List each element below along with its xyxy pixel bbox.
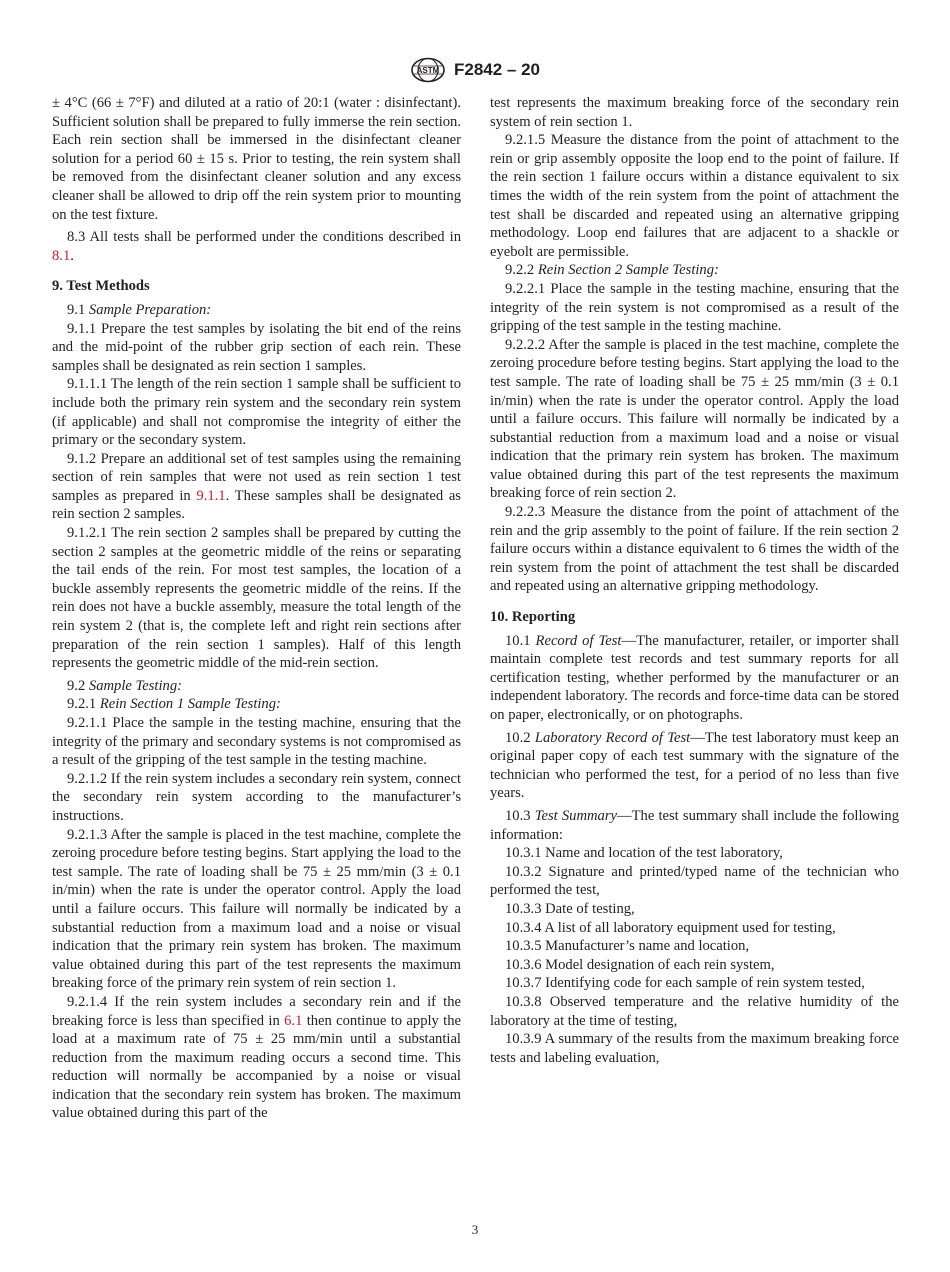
paragraph-8-3: 8.3 All tests shall be performed under the conditions described in 8.1. (52, 229, 461, 264)
list-item-10-3-9: 10.3.9 A summary of the results from the maximum breaking force tests and labeling evaluation, (490, 1031, 899, 1066)
paragraph-10-1: 10.1 Record of Test—The manufacturer, retailer, or importer shall maintain complete test records and test summary reports for all certification testing, whether performed by the manufacturer or an independent laboratory. The records and force-time data can be stored on paper, electronically, or on photographs. (490, 632, 899, 723)
paragraph-9-2-1-1: 9.2.1.1 Place the sample in the testing machine, ensuring that the integrity of the primary and secondary systems is not compromised as a result of the gripping of the test sample in the testing machine. (52, 715, 461, 769)
subsection-9-2-1: 9.2.1 Rein Section 1 Sample Testing: (67, 696, 281, 713)
list-item-10-3-8: 10.3.8 Observed temperature and the relative humidity of the laboratory at the time of testing, (490, 993, 899, 1029)
list-item-10-3-1: 10.3.1 Name and location of the test laboratory, (505, 845, 783, 862)
list-item-10-3-2: 10.3.2 Signature and printed/typed name of the technician who performed the test, (490, 863, 899, 899)
paragraph-9-2-2-2: 9.2.2.2 After the sample is placed in the test machine, complete the zeroing procedure before testing begins. Start applying the load to the test sample. The rate of loading shall be 75 ± 25 mm/min (3 ± 0.1 in/min) when the rate is under the operator control. Apply the load until a failure occurs. This failure will normally be indicated by a substantial reduction from a maximum load and a noise or visual indication that the primary rein system has broken. The maximum value obtained during this part of the test represents the maximum breaking force of rein section 2. (490, 336, 899, 502)
paragraph-9-1-1: 9.1.1 Prepare the test samples by isolating the bit end of the reins and the mid-point of the rubber grip section of each rein. These samples shall be designated as rein section 1 samples. (52, 320, 461, 374)
list-item-10-3-3: 10.3.3 Date of testing, (505, 900, 635, 917)
standard-designation: F2842 – 20 (453, 60, 540, 79)
paragraph-10-3: 10.3 Test Summary—The test summary shall include the following information: (490, 807, 900, 843)
paragraph-9-2-2-3: 9.2.2.3 Measure the distance from the point of attachment of the rein and the grip assembly to the point of failure. If the rein section 2 failure occurs within a distance equivalent to 6 times the width of the rein system from the point of attachment the test shall be discarded and repeated using an alternative gripping methodology. (490, 504, 899, 595)
paragraph-9-1-2: 9.1.2 Prepare an additional set of test samples using the remaining section of rein samples that were not used as rein section 1 test samples as prepared in 9.1.1. These samples shall be designated as rein section 2 samples. (52, 450, 461, 523)
logo-text: ASTM (416, 66, 440, 75)
right-column (490, 94, 899, 1067)
page-number: 3 (471, 1222, 479, 1237)
subsection-9-1: 9.1 Sample Preparation: (67, 301, 212, 318)
list-item-10-3-6: 10.3.6 Model designation of each rein system, (505, 956, 775, 973)
paragraph-9-2-1-4: 9.2.1.4 If the rein system includes a secondary rein and if the breaking force is less than specified in 6.1 then continue to apply the load at a maximum rate of 75 ± 25 mm/min until a substantial reduction from the maximum reading occurs a second time. This reduction will normally be accompanied by a noise or visual indication that the secondary rein system has broken. The maximum value obtained during this part of the (52, 993, 462, 1122)
ref-link-8-1[interactable]: 8.1 (52, 247, 71, 264)
paragraph-disinfectant: ± 4°C (66 ± 7°F) and diluted at a ratio of 20:1 (water : disinfectant). Sufficient solution shall be prepared to fully immerse the rein section. Each rein section shall be immersed in the disinfectant cleaner solution for a period 60 ± 15 s. Prior to testing, the rein system shall be removed from the disinfectant cleaner solution and any excess cleaner shall be allowed to drip off the rein system prior to mounting on the test fixture. (52, 95, 461, 223)
paragraph-9-2-2-1: 9.2.2.1 Place the sample in the testing machine, ensuring that the integrity of the rein system is not compromised as a result of the gripping of the test sample in the testing machine. (490, 280, 899, 335)
ref-link-6-1[interactable]: 6.1 (284, 1012, 303, 1029)
page-header (0, 55, 950, 85)
left-column (52, 94, 461, 1123)
astm-logo-icon (410, 57, 446, 83)
subsection-9-2-2: 9.2.2 Rein Section 2 Sample Testing: (505, 262, 719, 279)
paragraph-9-2-1-3: 9.2.1.3 After the sample is placed in the test machine, complete the zeroing procedure before testing begins. Start applying the load to the test sample. The rate of loading shall be 75 ± 25 mm/min (3 ± 0.1 in/min) when the rate is under the operator control. Apply the load until a failure occurs. This failure will normally be indicated by a substantial reduction from a maximum load and a noise or visual indication that the primary rein system has broken. The maximum value obtained during this part of the test represents the maximum breaking force of the primary rein system of rein section 1. (52, 826, 461, 992)
ref-link-9-1-1[interactable]: 9.1.1 (196, 487, 226, 504)
paragraph-10-2: 10.2 Laboratory Record of Test—The test laboratory must keep an original paper copy of each test summary with the signature of the technician who performed the test, for a period of no less than five years. (490, 729, 900, 802)
paragraph-9-1-1-1: 9.1.1.1 The length of the rein section 1 sample shall be sufficient to include both the primary rein system and the secondary rein system (if applicable) and shall not compromise the integrity of either the primary or the secondary system. (52, 376, 461, 449)
paragraph-continued: test represents the maximum breaking force of the secondary rein system of rein section 1. (490, 95, 899, 130)
section-heading-9: 9. Test Methods (52, 278, 150, 295)
list-item-10-3-5: 10.3.5 Manufacturer’s name and location, (505, 938, 750, 955)
list-item-10-3-4: 10.3.4 A list of all laboratory equipment used for testing, (505, 919, 836, 936)
subsection-9-2: 9.2 Sample Testing: (67, 677, 182, 694)
paragraph-9-2-1-5: 9.2.1.5 Measure the distance from the point of attachment to the rein or grip assembly opposite the loop end to the point of failure. If the rein section 1 failure occurs within a distance equivalent to six times the width of the rein system from the point of attachment the test shall be discarded and repeated using an alternative gripping methodology. Loop end failures that are adjacent to a shackle or eyebolt are permissible. (490, 132, 899, 260)
paragraph-9-1-2-1: 9.1.2.1 The rein section 2 samples shall be prepared by cutting the section 2 samples at the geometric middle of the reins or separating the tail ends of the rein. For most test samples, the location of a buckle assembly represents the geometric middle of the reins. If the rein does not have a buckle assembly, measure the total length of the rein system 2 (that is, the complete left and right rein sections after preparation of the rein section 1 samples). Half of this length represents the geometric middle of the mid-rein section. (52, 525, 461, 672)
paragraph-9-2-1-2: 9.2.1.2 If the rein system includes a secondary rein system, connect the secondary rein system according to the manufacturer’s instructions. (52, 770, 461, 824)
section-heading-10: 10. Reporting (490, 609, 576, 626)
list-item-10-3-7: 10.3.7 Identifying code for each sample of rein system tested, (505, 975, 865, 992)
